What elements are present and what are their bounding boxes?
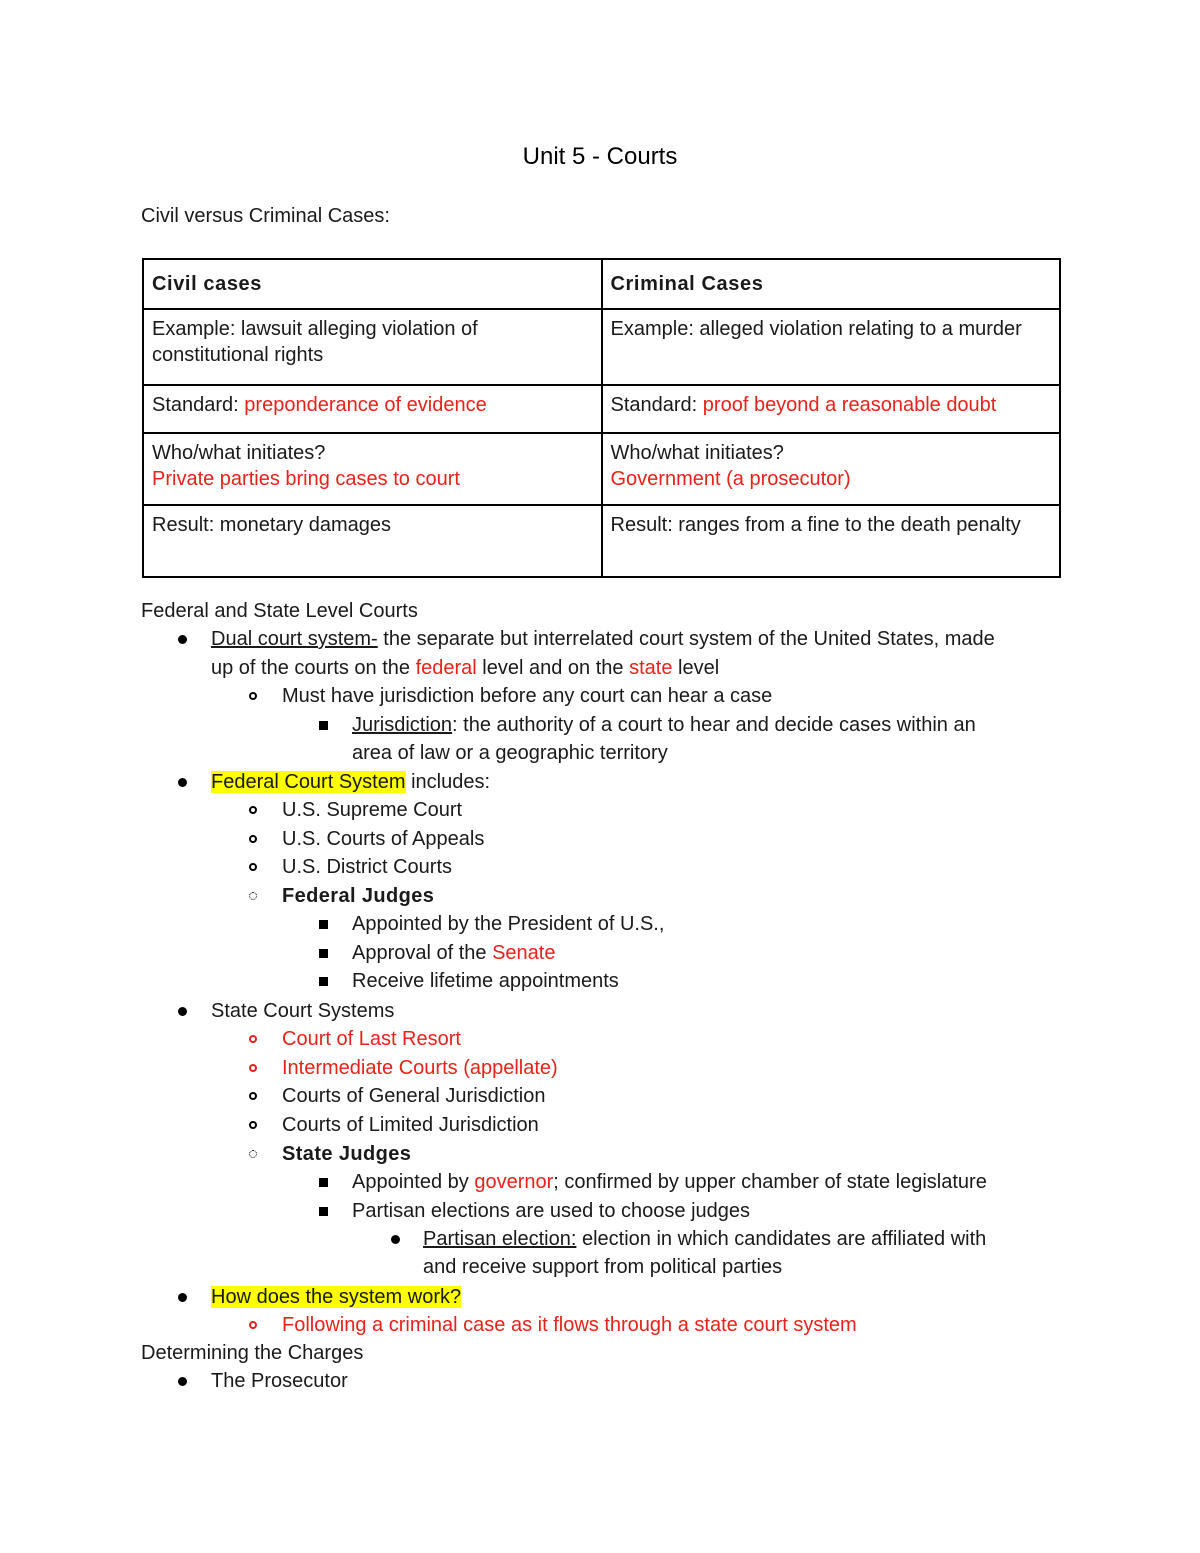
comparison-table: [142, 258, 1061, 578]
circle-bullet-icon: [246, 682, 260, 711]
cell-civil-result: Result: monetary damages: [143, 505, 602, 577]
list-item: Partisan elections are used to choose judges: [352, 1200, 751, 1222]
list-item: Approval of the Senate: [352, 942, 556, 964]
cell-civil-standard: Standard: preponderance of evidence: [143, 385, 602, 433]
list-item: Courts of General Jurisdiction: [282, 1085, 546, 1107]
dual-court-line2: up of the courts on the federal level and on the state level: [211, 657, 720, 679]
list-item: Receive lifetime appointments: [352, 970, 619, 992]
square-bullet-icon: [316, 1168, 330, 1197]
dual-court-line1: Dual court system- the separate but interrelated court system of the United States, made: [211, 628, 995, 650]
circle-bullet-icon: [246, 1082, 260, 1111]
bullet-icon: [175, 768, 189, 797]
list-item: Intermediate Courts (appellate): [282, 1057, 558, 1079]
jurisdiction-requirement: Must have jurisdiction before any court can hear a case: [282, 685, 773, 707]
circle-bullet-icon: [246, 796, 260, 825]
cell-criminal-example: Example: alleged violation relating to a murder: [602, 309, 1061, 385]
circle-bullet-icon: [246, 1054, 260, 1083]
partisan-election-line2: and receive support from political parties: [423, 1256, 783, 1278]
list-item: U.S. Supreme Court: [282, 799, 463, 821]
list-item: U.S. Courts of Appeals: [282, 828, 485, 850]
federal-judges-heading: Federal Judges: [282, 885, 435, 907]
bullet-icon: [388, 1225, 402, 1254]
section-heading-federal-state: Federal and State Level Courts: [141, 600, 418, 622]
square-bullet-icon: [316, 939, 330, 968]
page-title: Unit 5 - Courts: [522, 143, 678, 170]
table-header-row: [143, 259, 1060, 309]
list-item: Appointed by governor; confirmed by upper chamber of state legislature: [352, 1171, 987, 1193]
header-civil: Civil cases: [143, 259, 602, 309]
dotted-circle-bullet-icon: [246, 882, 260, 911]
list-item: Appointed by the President of U.S.,: [352, 913, 665, 935]
dotted-circle-bullet-icon: [246, 1140, 260, 1169]
list-item: Following a criminal case as it flows through a state court system: [282, 1314, 857, 1336]
bullet-icon: [175, 997, 189, 1026]
bullet-icon: [175, 625, 189, 654]
circle-bullet-icon: [246, 825, 260, 854]
table-row: [143, 505, 1060, 577]
cell-civil-example: Example: lawsuit alleging violation of constitutional rights: [143, 309, 602, 385]
circle-bullet-icon: [246, 853, 260, 882]
state-judges-heading: State Judges: [282, 1143, 412, 1165]
list-item: Courts of Limited Jurisdiction: [282, 1114, 539, 1136]
federal-court-system: Federal Court System includes:: [211, 771, 491, 793]
table-row: [143, 385, 1060, 433]
circle-bullet-icon: [246, 1111, 260, 1140]
square-bullet-icon: [316, 967, 330, 996]
list-item: The Prosecutor: [211, 1370, 348, 1392]
bullet-icon: [175, 1367, 189, 1396]
square-bullet-icon: [316, 1197, 330, 1226]
square-bullet-icon: [316, 711, 330, 740]
cell-criminal-standard: Standard: proof beyond a reasonable doubt: [602, 385, 1061, 433]
header-criminal: Criminal Cases: [602, 259, 1061, 309]
how-system-works: How does the system work?: [211, 1286, 462, 1308]
bullet-icon: [175, 1283, 189, 1312]
partisan-election-line1: Partisan election: election in which candidates are affiliated with: [423, 1228, 987, 1250]
circle-bullet-icon: [246, 1025, 260, 1054]
table-row: [143, 309, 1060, 385]
jurisdiction-def-line1: Jurisdiction: the authority of a court to hear and decide cases within an: [352, 714, 976, 736]
state-court-systems: State Court Systems: [211, 1000, 395, 1022]
list-item: Court of Last Resort: [282, 1028, 461, 1050]
list-item: U.S. District Courts: [282, 856, 453, 878]
cell-civil-initiator: Who/what initiates? Private parties bring cases to court: [143, 433, 602, 505]
circle-bullet-icon: [246, 1311, 260, 1340]
intro-text: Civil versus Criminal Cases:: [141, 205, 390, 227]
cell-criminal-initiator: Who/what initiates? Government (a prosecutor): [602, 433, 1061, 505]
section-heading-charges: Determining the Charges: [141, 1342, 364, 1364]
jurisdiction-def-line2: area of law or a geographic territory: [352, 742, 668, 764]
square-bullet-icon: [316, 910, 330, 939]
table-row: [143, 433, 1060, 505]
cell-criminal-result: Result: ranges from a fine to the death penalty: [602, 505, 1061, 577]
